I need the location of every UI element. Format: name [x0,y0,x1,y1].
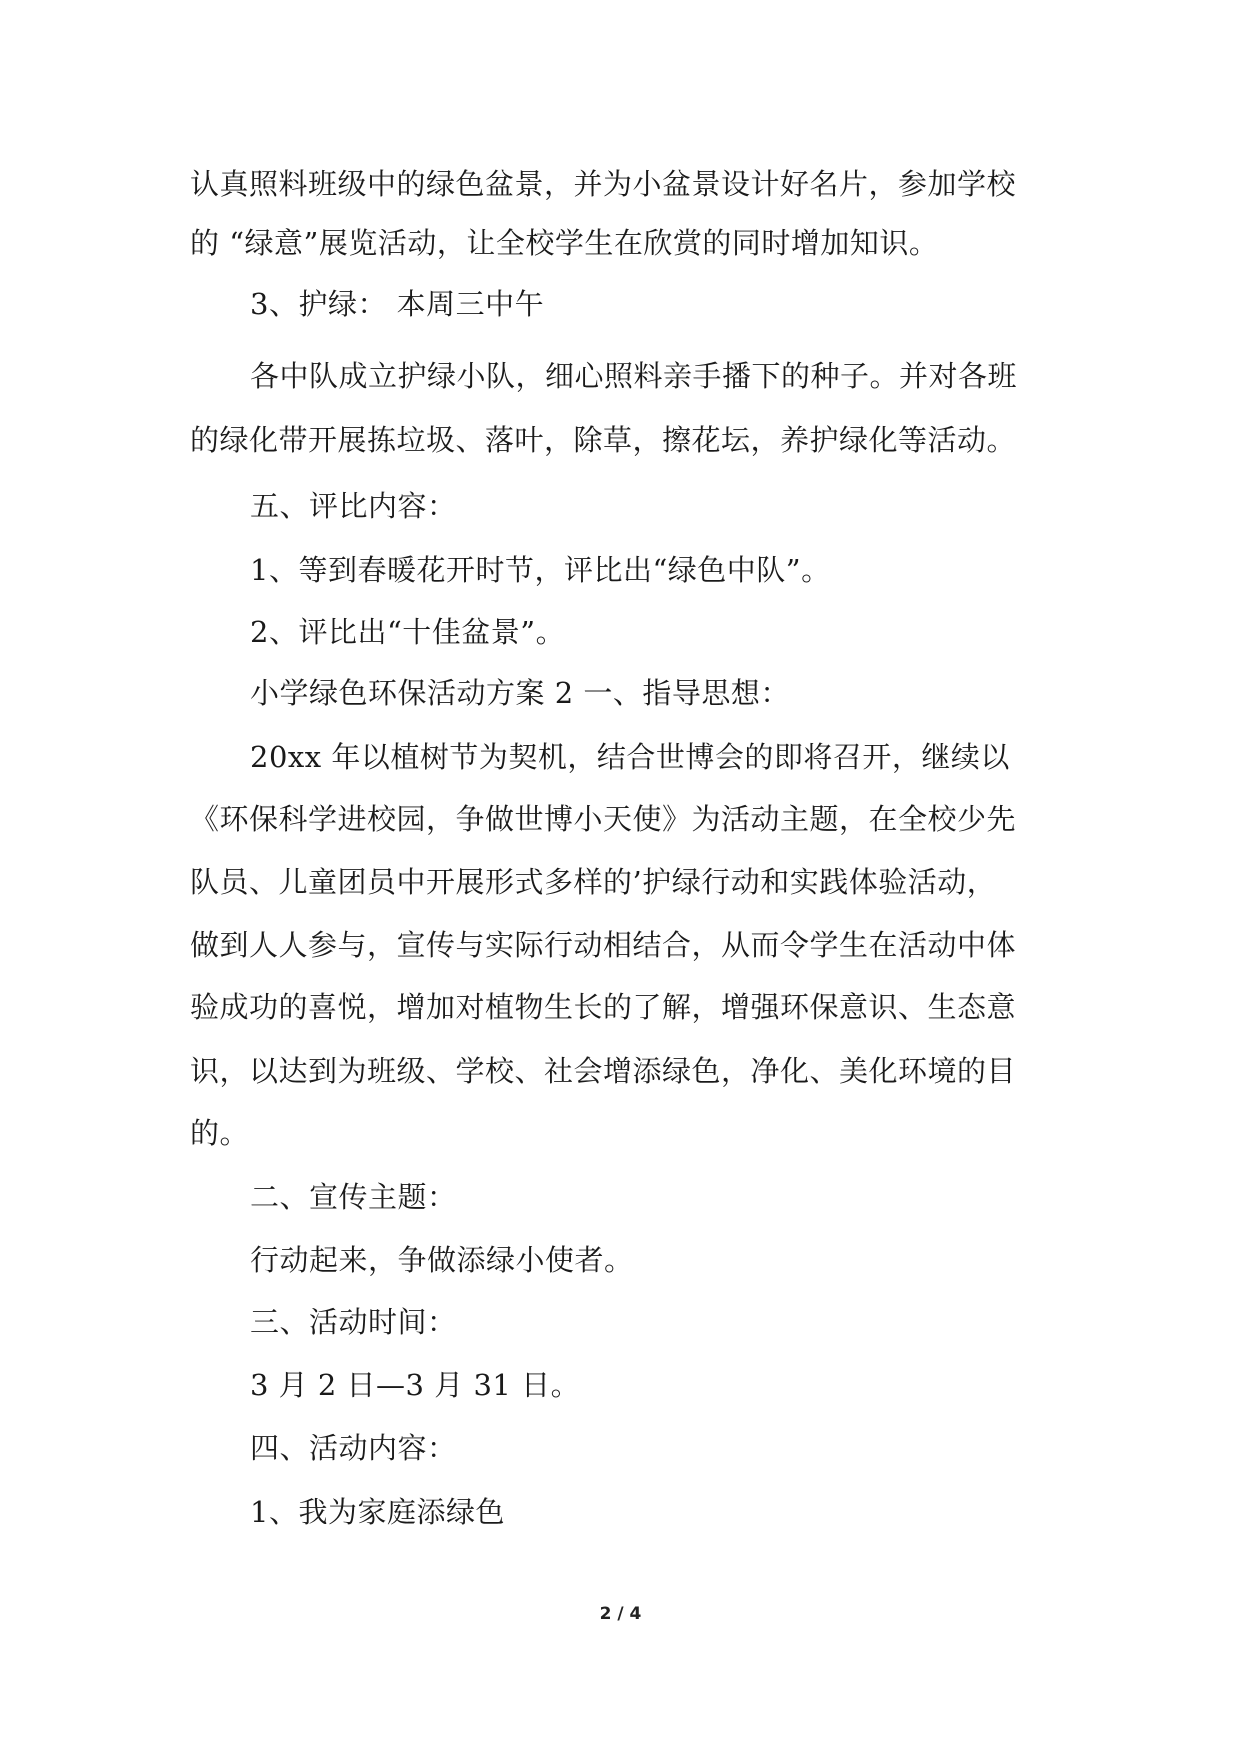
section-heading: 小学绿色环保活动方案 2 一、指导思想： [250,676,790,710]
paragraph-line: 行动起来，争做添绿小使者。 [250,1243,634,1277]
section-heading: 四、活动内容： [250,1431,457,1465]
paragraph-line: 识，以达到为班级、学校、社会增添绿色，净化、美化环境的目 [190,1054,1017,1088]
list-item-line: 3、护绿： 本周三中午 [250,287,545,321]
list-item-line: 2、评比出“十佳盆景”。 [250,615,566,649]
paragraph-line: 的 “绿意”展览活动，让全校学生在欣赏的同时增加知识。 [190,226,939,260]
paragraph-line: 队员、儿童团员中开展形式多样的’护绿行动和实践体验活动， [190,865,997,899]
section-heading: 三、活动时间： [250,1305,457,1339]
list-item-line: 1、我为家庭添绿色 [250,1495,505,1529]
paragraph-line: 做到人人参与，宣传与实际行动相结合，从而令学生在活动中体 [190,928,1017,962]
paragraph-line: 3 月 2 日—3 月 31 日。 [250,1368,581,1402]
paragraph-line: 的绿化带开展拣垃圾、落叶，除草，擦花坛，养护绿化等活动。 [190,423,1017,457]
paragraph-line: 认真照料班级中的绿色盆景，并为小盆景设计好名片，参加学校 [190,167,1017,201]
paragraph-line: 《环保科学进校园，争做世博小天使》为活动主题，在全校少先 [190,802,1017,836]
paragraph-line: 20xx 年以植树节为契机，结合世博会的即将召开，继续以 [250,740,1010,774]
page-number: 2 / 4 [599,1604,642,1624]
section-heading: 二、宣传主题： [250,1180,457,1214]
paragraph-line: 的。 [190,1116,250,1150]
paragraph-line: 验成功的喜悦，增加对植物生长的了解，增强环保意识、生态意 [190,990,1017,1024]
list-item-line: 1、等到春暖花开时节，评比出“绿色中队”。 [250,553,831,587]
paragraph-line: 各中队成立护绿小队，细心照料亲手播下的种子。并对各班 [250,359,1018,393]
section-heading: 五、评比内容： [250,489,457,523]
